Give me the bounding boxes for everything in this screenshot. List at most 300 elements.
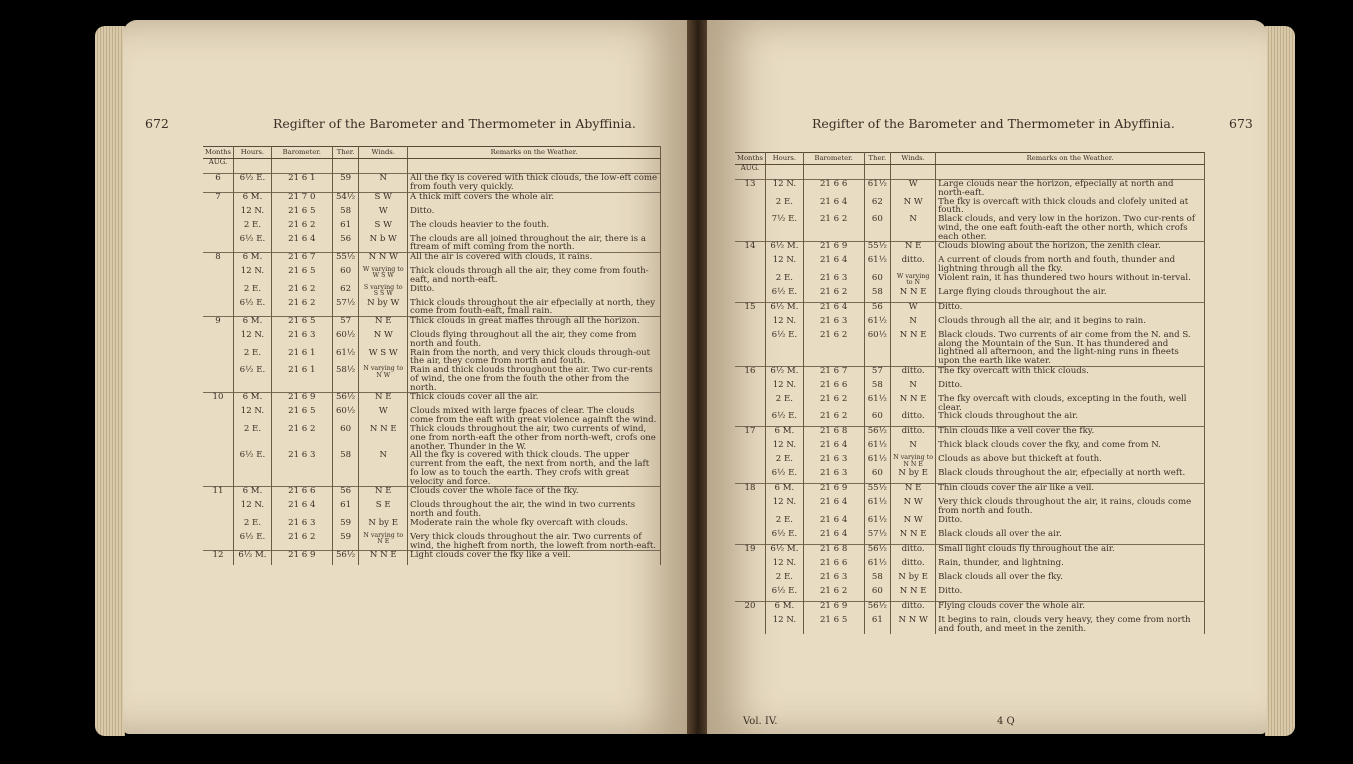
barometer-cell: 21 6 4 <box>803 498 864 516</box>
day-cell: 12 <box>203 551 234 566</box>
wind-cell: N <box>891 215 936 242</box>
thermometer-cell: 61 <box>864 616 891 634</box>
barometer-cell: 21 6 4 <box>803 256 864 274</box>
remark-cell: It begins to rain, clouds very heavy, they come from north and fouth, and meet in the zenith. <box>936 616 1205 634</box>
barometer-cell: 21 6 8 <box>803 427 864 442</box>
table-row <box>735 180 1205 198</box>
remark-cell: Large clouds near the horizon, efpecially at north and north-eaft. <box>936 180 1205 198</box>
table-row <box>735 484 1205 499</box>
remark-cell: All the fky is covered with thick clouds. The upper current from the eaft, the next from north, and the laft fo low as to touch the earth. They crofs with great velocity and force. <box>408 451 661 487</box>
remark-cell: Thin clouds cover the air like a veil. <box>936 484 1205 499</box>
hour-cell: 12 N. <box>766 381 804 395</box>
column-header: Months <box>735 153 766 165</box>
barometer-cell: 21 6 4 <box>271 501 332 519</box>
table-row <box>735 366 1205 381</box>
hour-cell: 6½ E. <box>766 587 804 602</box>
remark-cell: Ditto. <box>936 516 1205 530</box>
remark-cell: Black clouds, and very low in the horizon. Two cur-rents of wind, the one eaft fouth-eaft the other north, which crofs each other. <box>936 215 1205 242</box>
barometer-cell: 21 6 7 <box>271 253 332 268</box>
thermometer-cell: 60 <box>864 215 891 242</box>
table-row <box>203 487 661 502</box>
right-page <box>707 20 1267 734</box>
barometer-cell: 21 6 5 <box>271 407 332 425</box>
thermometer-cell: 56½ <box>864 427 891 442</box>
remark-cell: The fky overcaft with thick clouds. <box>936 366 1205 381</box>
day-cell: 11 <box>203 487 234 502</box>
thermometer-cell: 59 <box>332 533 359 551</box>
day-cell: 16 <box>735 366 766 381</box>
remark-cell: Thick clouds throughout the air. <box>936 412 1205 427</box>
wind-cell: N varying to N N E <box>891 455 936 469</box>
barometer-cell: 21 7 0 <box>271 192 332 207</box>
wind-cell: ditto. <box>891 545 936 560</box>
hour-cell: 6½ M. <box>766 302 804 317</box>
barometer-cell: 21 6 2 <box>803 587 864 602</box>
thermometer-cell: 58 <box>864 288 891 303</box>
day-cell: 9 <box>203 317 234 332</box>
thermometer-cell: 57 <box>864 366 891 381</box>
column-header: Winds. <box>891 153 936 165</box>
remark-cell: Thick clouds cover all the air. <box>408 393 661 408</box>
day-cell <box>203 519 234 533</box>
day-cell <box>735 215 766 242</box>
wind-cell: W <box>359 407 408 425</box>
thermometer-cell: 61½ <box>864 559 891 573</box>
hour-cell: 12 N. <box>766 256 804 274</box>
table-row <box>203 253 661 268</box>
barometer-cell: 21 6 2 <box>271 533 332 551</box>
barometer-cell: 21 6 6 <box>803 559 864 573</box>
hour-cell: 6½ E. <box>234 366 272 393</box>
table-row <box>735 498 1205 516</box>
hour-cell: 7½ E. <box>766 215 804 242</box>
thermometer-cell: 60 <box>332 425 359 451</box>
barometer-cell: 21 6 3 <box>803 317 864 331</box>
table-row <box>203 331 661 349</box>
column-header: Barometer. <box>803 153 864 165</box>
barometer-cell: 21 6 9 <box>271 551 332 566</box>
remark-cell: Ditto. <box>936 587 1205 602</box>
barometer-cell: 21 6 4 <box>803 530 864 545</box>
hour-cell: 12 N. <box>766 180 804 198</box>
hour-cell: 12 N. <box>234 207 272 221</box>
hour-cell: 12 N. <box>766 616 804 634</box>
table-row <box>203 221 661 235</box>
open-book <box>95 20 1295 754</box>
thermometer-cell: 58 <box>332 207 359 221</box>
thermometer-cell: 56½ <box>864 602 891 617</box>
wind-cell: ditto. <box>891 559 936 573</box>
table-row <box>735 317 1205 331</box>
barometer-cell: 21 6 9 <box>803 242 864 257</box>
table-row <box>203 451 661 487</box>
thermometer-cell: 61½ <box>332 349 359 367</box>
remark-cell: Black clouds throughout the air, efpecially at north weft. <box>936 469 1205 484</box>
thermometer-cell: 55½ <box>864 242 891 257</box>
wind-cell: N E <box>359 317 408 332</box>
table-row <box>735 288 1205 303</box>
hour-cell: 2 E. <box>766 455 804 469</box>
wind-cell: S varying to S S W <box>359 285 408 299</box>
thermometer-cell: 61½ <box>864 180 891 198</box>
left-page-number: 672 <box>145 116 169 131</box>
column-header: Months <box>203 147 234 159</box>
thermometer-cell: 59 <box>332 174 359 193</box>
barometer-cell: 21 6 5 <box>271 207 332 221</box>
hour-cell: 2 E. <box>766 198 804 216</box>
thermometer-cell: 61½ <box>864 455 891 469</box>
barometer-cell: 21 6 6 <box>803 180 864 198</box>
wind-cell: N by E <box>891 573 936 587</box>
day-cell <box>735 469 766 484</box>
barometer-cell: 21 6 4 <box>271 235 332 253</box>
barometer-cell: 21 6 9 <box>803 602 864 617</box>
table-row <box>735 573 1205 587</box>
hour-cell: 2 E. <box>766 274 804 288</box>
thermometer-cell: 61 <box>332 501 359 519</box>
wind-cell: S W <box>359 192 408 207</box>
thermometer-cell: 58 <box>864 381 891 395</box>
thermometer-cell: 54½ <box>332 192 359 207</box>
day-cell <box>735 441 766 455</box>
hour-cell: 12 N. <box>766 498 804 516</box>
table-row <box>203 425 661 451</box>
thermometer-cell: 62 <box>864 198 891 216</box>
wind-cell: N N W <box>891 616 936 634</box>
day-cell <box>203 366 234 393</box>
day-cell: 6 <box>203 174 234 193</box>
wind-cell: N E <box>891 242 936 257</box>
hour-cell: 2 E. <box>766 516 804 530</box>
day-cell: 17 <box>735 427 766 442</box>
hour-cell: 6 M. <box>234 317 272 332</box>
day-cell <box>735 516 766 530</box>
hour-cell: 2 E. <box>234 221 272 235</box>
hour-cell: 6 M. <box>234 192 272 207</box>
hour-cell: 6 M. <box>766 484 804 499</box>
wind-cell: N E <box>359 487 408 502</box>
barometer-cell: 21 6 2 <box>271 299 332 317</box>
hour-cell: 12 N. <box>766 317 804 331</box>
thermometer-cell: 57½ <box>332 299 359 317</box>
wind-cell: N <box>359 174 408 193</box>
barometer-cell: 21 6 2 <box>271 425 332 451</box>
day-cell <box>203 235 234 253</box>
right-register-table <box>735 152 1205 634</box>
barometer-cell: 21 6 4 <box>803 441 864 455</box>
thermometer-cell: 56½ <box>332 393 359 408</box>
month-row <box>735 165 1205 180</box>
barometer-cell: 21 6 3 <box>803 455 864 469</box>
day-cell <box>735 455 766 469</box>
column-header: Winds. <box>359 147 408 159</box>
remark-cell: Clouds as above but thickeft at fouth. <box>936 455 1205 469</box>
remark-cell: All the fky is covered with thick clouds, the low-eft come from fouth very quickly. <box>408 174 661 193</box>
day-cell <box>203 331 234 349</box>
barometer-cell: 21 6 2 <box>803 412 864 427</box>
day-cell <box>203 349 234 367</box>
table-row <box>735 198 1205 216</box>
remark-cell: Thick black clouds cover the fky, and come from N. <box>936 441 1205 455</box>
wind-cell: S E <box>359 501 408 519</box>
hour-cell: 6½ M. <box>766 366 804 381</box>
column-header: Remarks on the Weather. <box>936 153 1205 165</box>
wind-cell: N W <box>891 498 936 516</box>
barometer-cell: 21 6 3 <box>803 274 864 288</box>
day-cell <box>735 331 766 367</box>
thermometer-cell: 56 <box>864 302 891 317</box>
table-row <box>735 242 1205 257</box>
wind-cell: W <box>359 207 408 221</box>
hour-cell: 6 M. <box>766 602 804 617</box>
hour-cell: 12 N. <box>234 407 272 425</box>
table-row <box>203 299 661 317</box>
thermometer-cell: 60 <box>864 412 891 427</box>
thermometer-cell: 61½ <box>864 317 891 331</box>
table-row <box>735 302 1205 317</box>
remark-cell: Thick clouds throughout the air, two currents of wind, one from north-eaft the other from north-weft, crofs one another. Thunder in the W. <box>408 425 661 451</box>
day-cell <box>735 198 766 216</box>
barometer-cell: 21 6 6 <box>803 381 864 395</box>
day-cell <box>203 407 234 425</box>
hour-cell: 6½ E. <box>234 533 272 551</box>
left-page-edges <box>95 26 125 736</box>
remark-cell: Light clouds cover the fky like a veil. <box>408 551 661 566</box>
wind-cell: N by W <box>359 299 408 317</box>
table-row <box>203 317 661 332</box>
remark-cell: Ditto. <box>408 285 661 299</box>
day-cell: 15 <box>735 302 766 317</box>
hour-cell: 2 E. <box>234 519 272 533</box>
wind-cell: W <box>891 302 936 317</box>
hour-cell: 6½ M. <box>766 545 804 560</box>
table-row <box>203 174 661 193</box>
table-row <box>735 469 1205 484</box>
wind-cell: N N E <box>891 288 936 303</box>
remark-cell: Thick clouds in great maffes through all the horizon. <box>408 317 661 332</box>
day-cell <box>203 221 234 235</box>
table-row <box>203 207 661 221</box>
remark-cell: Clouds flying throughout all the air, they come from north and fouth. <box>408 331 661 349</box>
barometer-cell: 21 6 4 <box>803 516 864 530</box>
day-cell <box>203 285 234 299</box>
day-cell <box>735 256 766 274</box>
thermometer-cell: 60½ <box>332 407 359 425</box>
month-label: AUG. <box>203 159 234 174</box>
wind-cell: N N E <box>359 425 408 451</box>
table-row <box>203 501 661 519</box>
wind-cell: W varying to W S W <box>359 267 408 285</box>
day-cell <box>735 587 766 602</box>
remark-cell: Thick clouds through all the air, they come from fouth-eaft, and north-eaft. <box>408 267 661 285</box>
day-cell: 18 <box>735 484 766 499</box>
day-cell <box>735 498 766 516</box>
barometer-cell: 21 6 2 <box>803 331 864 367</box>
wind-cell: N by E <box>891 469 936 484</box>
barometer-cell: 21 6 5 <box>803 616 864 634</box>
remark-cell: The fky overcaft with clouds, excepting in the fouth, well clear. <box>936 395 1205 413</box>
day-cell <box>203 299 234 317</box>
hour-cell: 6½ E. <box>234 235 272 253</box>
day-cell <box>203 533 234 551</box>
remark-cell: Ditto. <box>936 302 1205 317</box>
thermometer-cell: 56 <box>332 487 359 502</box>
thermometer-cell: 60 <box>864 274 891 288</box>
remark-cell: The clouds heavier to the fouth. <box>408 221 661 235</box>
wind-cell: N N E <box>891 530 936 545</box>
barometer-cell: 21 6 1 <box>271 349 332 367</box>
barometer-cell: 21 6 9 <box>271 393 332 408</box>
volume-label: Vol. IV. <box>743 716 778 727</box>
table-row <box>735 530 1205 545</box>
barometer-cell: 21 6 3 <box>271 331 332 349</box>
wind-cell: N N E <box>359 551 408 566</box>
column-header: Hours. <box>766 153 804 165</box>
day-cell <box>735 530 766 545</box>
table-row <box>203 235 661 253</box>
hour-cell: 6½ E. <box>766 530 804 545</box>
day-cell <box>735 288 766 303</box>
thermometer-cell: 62 <box>332 285 359 299</box>
wind-cell: N by E <box>359 519 408 533</box>
remark-cell: Clouds blowing about the horizon, the zenith clear. <box>936 242 1205 257</box>
wind-cell: N W <box>891 198 936 216</box>
thermometer-cell: 59 <box>332 519 359 533</box>
barometer-cell: 21 6 5 <box>271 317 332 332</box>
wind-cell: N b W <box>359 235 408 253</box>
remark-cell: Black clouds all over the fky. <box>936 573 1205 587</box>
wind-cell: N varying to N W <box>359 366 408 393</box>
wind-cell: ditto. <box>891 366 936 381</box>
wind-cell: N N E <box>891 331 936 367</box>
hour-cell: 6½ E. <box>766 331 804 367</box>
day-cell <box>735 274 766 288</box>
thermometer-cell: 60½ <box>864 331 891 367</box>
hour-cell: 6½ E. <box>234 451 272 487</box>
barometer-cell: 21 6 3 <box>271 519 332 533</box>
thermometer-cell: 55½ <box>332 253 359 268</box>
hour-cell: 6½ E. <box>766 412 804 427</box>
book-gutter <box>687 20 709 734</box>
day-cell: 13 <box>735 180 766 198</box>
barometer-cell: 21 6 1 <box>271 174 332 193</box>
remark-cell: Clouds cover the whole face of the fky. <box>408 487 661 502</box>
wind-cell: ditto. <box>891 602 936 617</box>
left-page <box>123 20 688 734</box>
hour-cell: 2 E. <box>234 425 272 451</box>
remark-cell: Clouds mixed with large fpaces of clear. The clouds come from the eaft with great violence againft the wind. <box>408 407 661 425</box>
day-cell <box>735 559 766 573</box>
remark-cell: A thick mift covers the whole air. <box>408 192 661 207</box>
hour-cell: 12 N. <box>766 559 804 573</box>
day-cell: 8 <box>203 253 234 268</box>
thermometer-cell: 55½ <box>864 484 891 499</box>
remark-cell: Violent rain, it has thundered two hours without in-terval. <box>936 274 1205 288</box>
thermometer-cell: 61½ <box>864 516 891 530</box>
thermometer-cell: 60 <box>864 469 891 484</box>
remark-cell: Flying clouds cover the whole air. <box>936 602 1205 617</box>
right-running-header: Regifter of the Barometer and Thermometer in Abyffinia. <box>812 116 1175 131</box>
remark-cell: Black clouds all over the air. <box>936 530 1205 545</box>
remark-cell: Rain from the north, and very thick clouds through-out the air, they come from north and fouth. <box>408 349 661 367</box>
column-header: Remarks on the Weather. <box>408 147 661 159</box>
day-cell <box>735 573 766 587</box>
hour-cell: 6½ E. <box>234 299 272 317</box>
day-cell <box>203 501 234 519</box>
barometer-cell: 21 6 2 <box>803 395 864 413</box>
remark-cell: Rain and thick clouds throughout the air. Two cur-rents of wind, the one from the fouth the other from the north. <box>408 366 661 393</box>
remark-cell: Clouds through all the air, and it begins to rain. <box>936 317 1205 331</box>
day-cell: 19 <box>735 545 766 560</box>
barometer-cell: 21 6 4 <box>803 198 864 216</box>
remark-cell: Clouds throughout the air, the wind in two currents north and fouth. <box>408 501 661 519</box>
hour-cell: 6 M. <box>234 253 272 268</box>
table-row <box>735 331 1205 367</box>
thermometer-cell: 60 <box>332 267 359 285</box>
thermometer-cell: 56 <box>332 235 359 253</box>
wind-cell: N <box>891 381 936 395</box>
hour-cell: 6½ E. <box>766 288 804 303</box>
remark-cell: Very thick clouds throughout the air. Two currents of wind, the higheft from north, the loweft from north-eaft. <box>408 533 661 551</box>
hour-cell: 6½ E. <box>234 174 272 193</box>
wind-cell: N varying to N E <box>359 533 408 551</box>
table-row <box>735 381 1205 395</box>
thermometer-cell: 57½ <box>864 530 891 545</box>
remark-cell: Moderate rain the whole fky overcaft with clouds. <box>408 519 661 533</box>
day-cell <box>203 207 234 221</box>
wind-cell: N <box>891 441 936 455</box>
remark-cell: Rain, thunder, and lightning. <box>936 559 1205 573</box>
table-row <box>203 519 661 533</box>
hour-cell: 2 E. <box>766 573 804 587</box>
thermometer-cell: 61½ <box>864 498 891 516</box>
thermometer-cell: 60 <box>864 587 891 602</box>
wind-cell: N N E <box>891 395 936 413</box>
wind-cell: N N E <box>891 587 936 602</box>
day-cell <box>203 451 234 487</box>
table-row <box>203 192 661 207</box>
table-row <box>735 274 1205 288</box>
table-row <box>735 559 1205 573</box>
thermometer-cell: 58½ <box>332 366 359 393</box>
barometer-cell: 21 6 1 <box>271 366 332 393</box>
month-label: AUG. <box>735 165 766 180</box>
table-row <box>735 587 1205 602</box>
hour-cell: 6 M. <box>234 393 272 408</box>
left-running-header: Regifter of the Barometer and Thermometer in Abyffinia. <box>273 116 636 131</box>
table-row <box>735 616 1205 634</box>
wind-cell: W varying to N <box>891 274 936 288</box>
column-header: Ther. <box>864 153 891 165</box>
barometer-cell: 21 6 2 <box>803 215 864 242</box>
hour-cell: 12 N. <box>234 501 272 519</box>
thermometer-cell: 57 <box>332 317 359 332</box>
thermometer-cell: 61½ <box>864 256 891 274</box>
remark-cell: Very thick clouds throughout the air, it rains, clouds come from north and fouth. <box>936 498 1205 516</box>
table-row <box>203 267 661 285</box>
month-row <box>203 159 661 174</box>
barometer-cell: 21 6 9 <box>803 484 864 499</box>
remark-cell: Thick clouds throughout the air efpecially at north, they come from fouth-eaft, fmall rain. <box>408 299 661 317</box>
wind-cell: ditto. <box>891 412 936 427</box>
wind-cell: ditto. <box>891 427 936 442</box>
table-row <box>735 516 1205 530</box>
table-row <box>203 551 661 566</box>
remark-cell: The fky is overcaft with thick clouds and clofely united at fouth. <box>936 198 1205 216</box>
table-row <box>735 215 1205 242</box>
day-cell <box>203 425 234 451</box>
left-register-table <box>203 146 661 565</box>
